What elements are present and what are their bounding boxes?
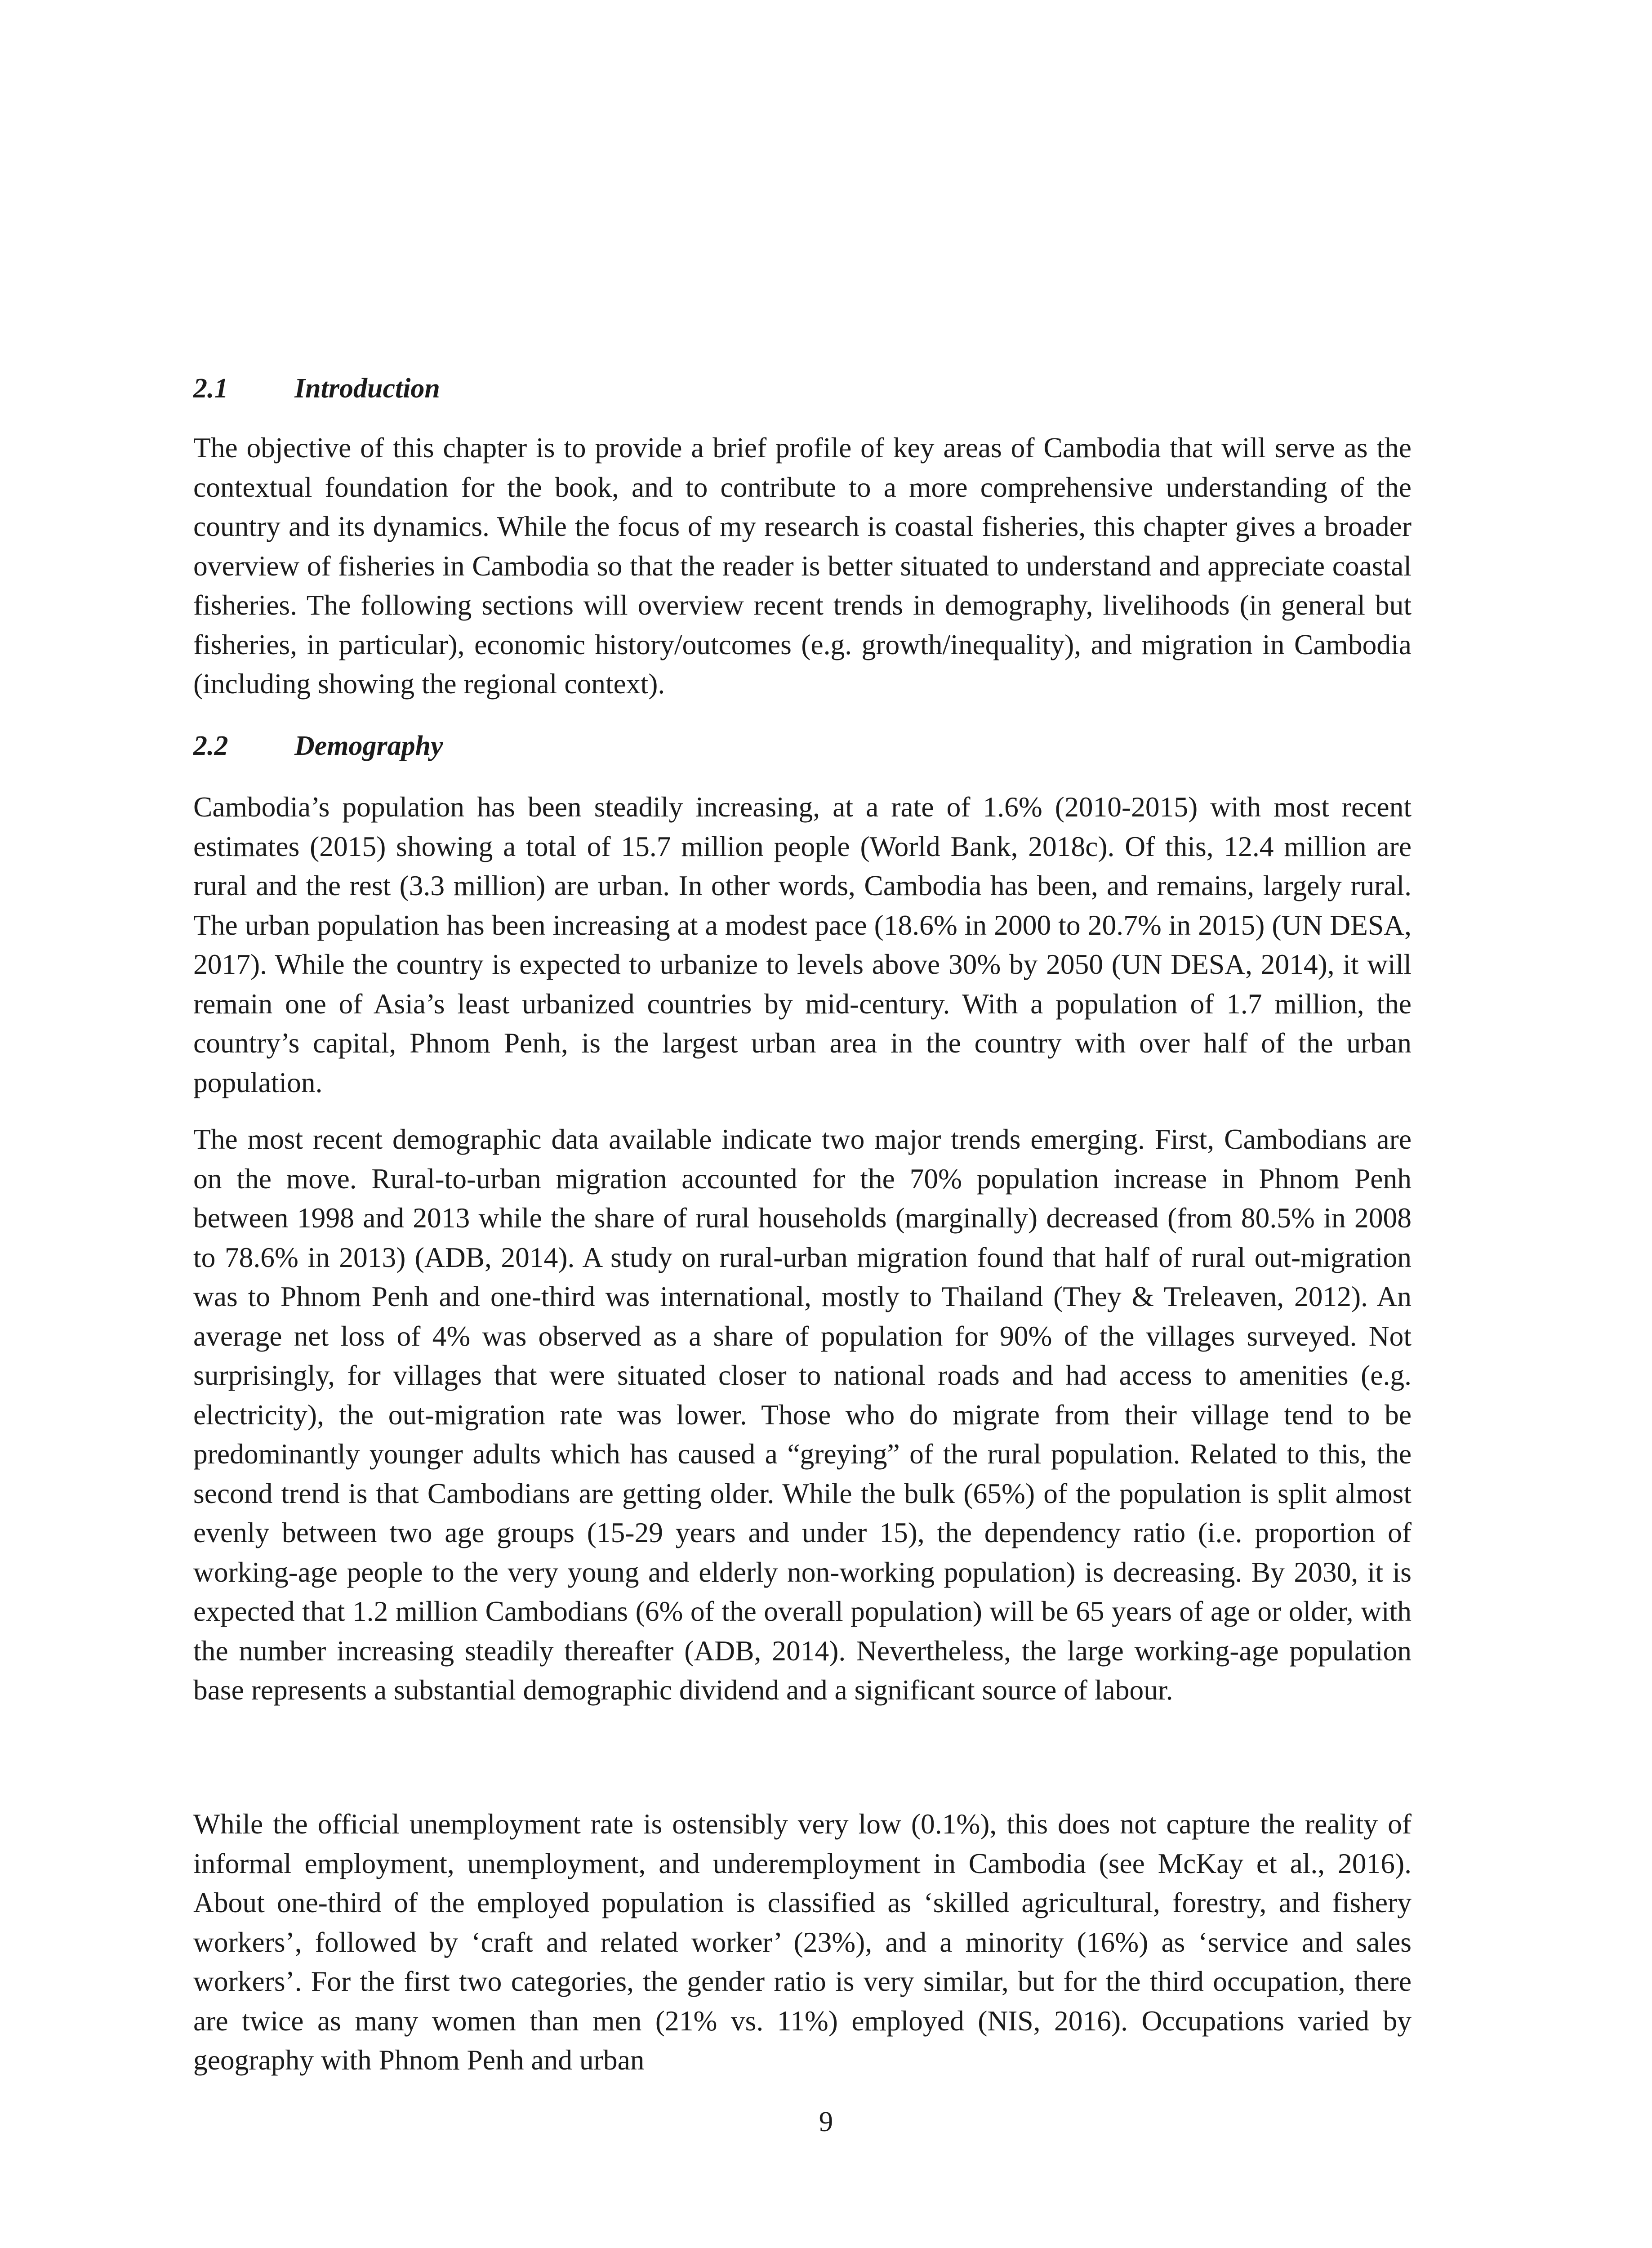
paragraph: While the official unemployment rate is ostensibly very low (0.1%), this does not capture the reality of informal employment, unemployment, and underemployment in Cambodia (see McKay et al., 2016). About one-third of the employed population is classified as ‘skilled agricultural, forestry, and fishery workers’, followed by ‘craft and related worker’ (23%), and a minority (16%) as ‘service and sales workers’. For the first two categories, the gender ratio is very similar, but for the third occupation, there are twice as many women than men (21% vs. 11%) employed (NIS, 2016). Occupations varied by geography with Phnom Penh and urban (193, 1808, 1412, 2076)
demography-paragraph-2 (193, 1120, 1412, 1710)
paragraph: Cambodia’s population has been steadily increasing, at a rate of 1.6% (2010-2015) with most recent estimates (2015) showing a total of 15.7 million people (World Bank, 2018c). Of this, 12.4 million are rural and the rest (3.3 million) are urban. In other words, Cambodia has been, and remains, largely rural. The urban population has been increasing at a modest pace (18.6% in 2000 to 20.7% in 2015) (UN DESA, 2017). While the country is expected to urbanize to levels above 30% by 2050 (UN DESA, 2014), it will remain one of Asia’s least urbanized countries by mid-century. With a population of 1.7 million, the country’s capital, Phnom Penh, is the largest urban area in the country with over half of the urban population. (193, 791, 1412, 1098)
section-number: 2.1 (193, 373, 228, 404)
section-heading-introduction (193, 375, 440, 402)
section-number: 2.2 (193, 731, 228, 761)
section-title: Introduction (294, 373, 440, 404)
demography-paragraph-3 (193, 1804, 1412, 2080)
demography-paragraph-1 (193, 787, 1412, 1102)
paragraph: The most recent demographic data available indicate two major trends emerging. First, Cambodians are on the move. Rural-to-urban migration accounted for the 70% population increase in Phnom Penh between 1998 and 2013 while the share of rural households (marginally) decreased (from 80.5% in 2008 to 78.6% in 2013) (ADB, 2014). A study on rural-urban migration found that half of rural out-migration was to Phnom Penh and one-third was international, mostly to Thailand (They & Treleaven, 2012). An average net loss of 4% was observed as a share of population for 90% of the villages surveyed. Not surprisingly, for villages that were situated closer to national roads and had access to amenities (e.g. electricity), the out-migration rate was lower. Those who do migrate from their village tend to be predominantly younger adults which has caused a “greying” of the rural population. Related to this, the second trend is that Cambodians are getting older. While the bulk (65%) of the population is split almost evenly between two age groups (15-29 years and under 15), the dependency ratio (i.e. proportion of working-age people to the very young and elderly non-working population) is decreasing. By 2030, it is expected that 1.2 million Cambodians (6% of the overall population) will be 65 years of age or older, with the number increasing steadily thereafter (ADB, 2014). Nevertheless, the large working-age population base represents a substantial demographic dividend and a significant source of labour. (193, 1123, 1412, 1706)
introduction-body (193, 428, 1412, 704)
page-number: 9 (819, 2106, 833, 2137)
section-title: Demography (294, 731, 443, 761)
section-heading-demography (193, 732, 443, 760)
paragraph: The objective of this chapter is to provide a brief profile of key areas of Cambodia that will serve as the contextual foundation for the book, and to contribute to a more comprehensive understanding of the country and its dynamics. While the focus of my research is coastal fisheries, this chapter gives a broader overview of fisheries in Cambodia so that the reader is better situated to understand and appreciate coastal fisheries. The following sections will overview recent trends in demography, livelihoods (in general but fisheries, in particular), economic history/outcomes (e.g. growth/inequality), and migration in Cambodia (including showing the regional context). (193, 432, 1412, 700)
